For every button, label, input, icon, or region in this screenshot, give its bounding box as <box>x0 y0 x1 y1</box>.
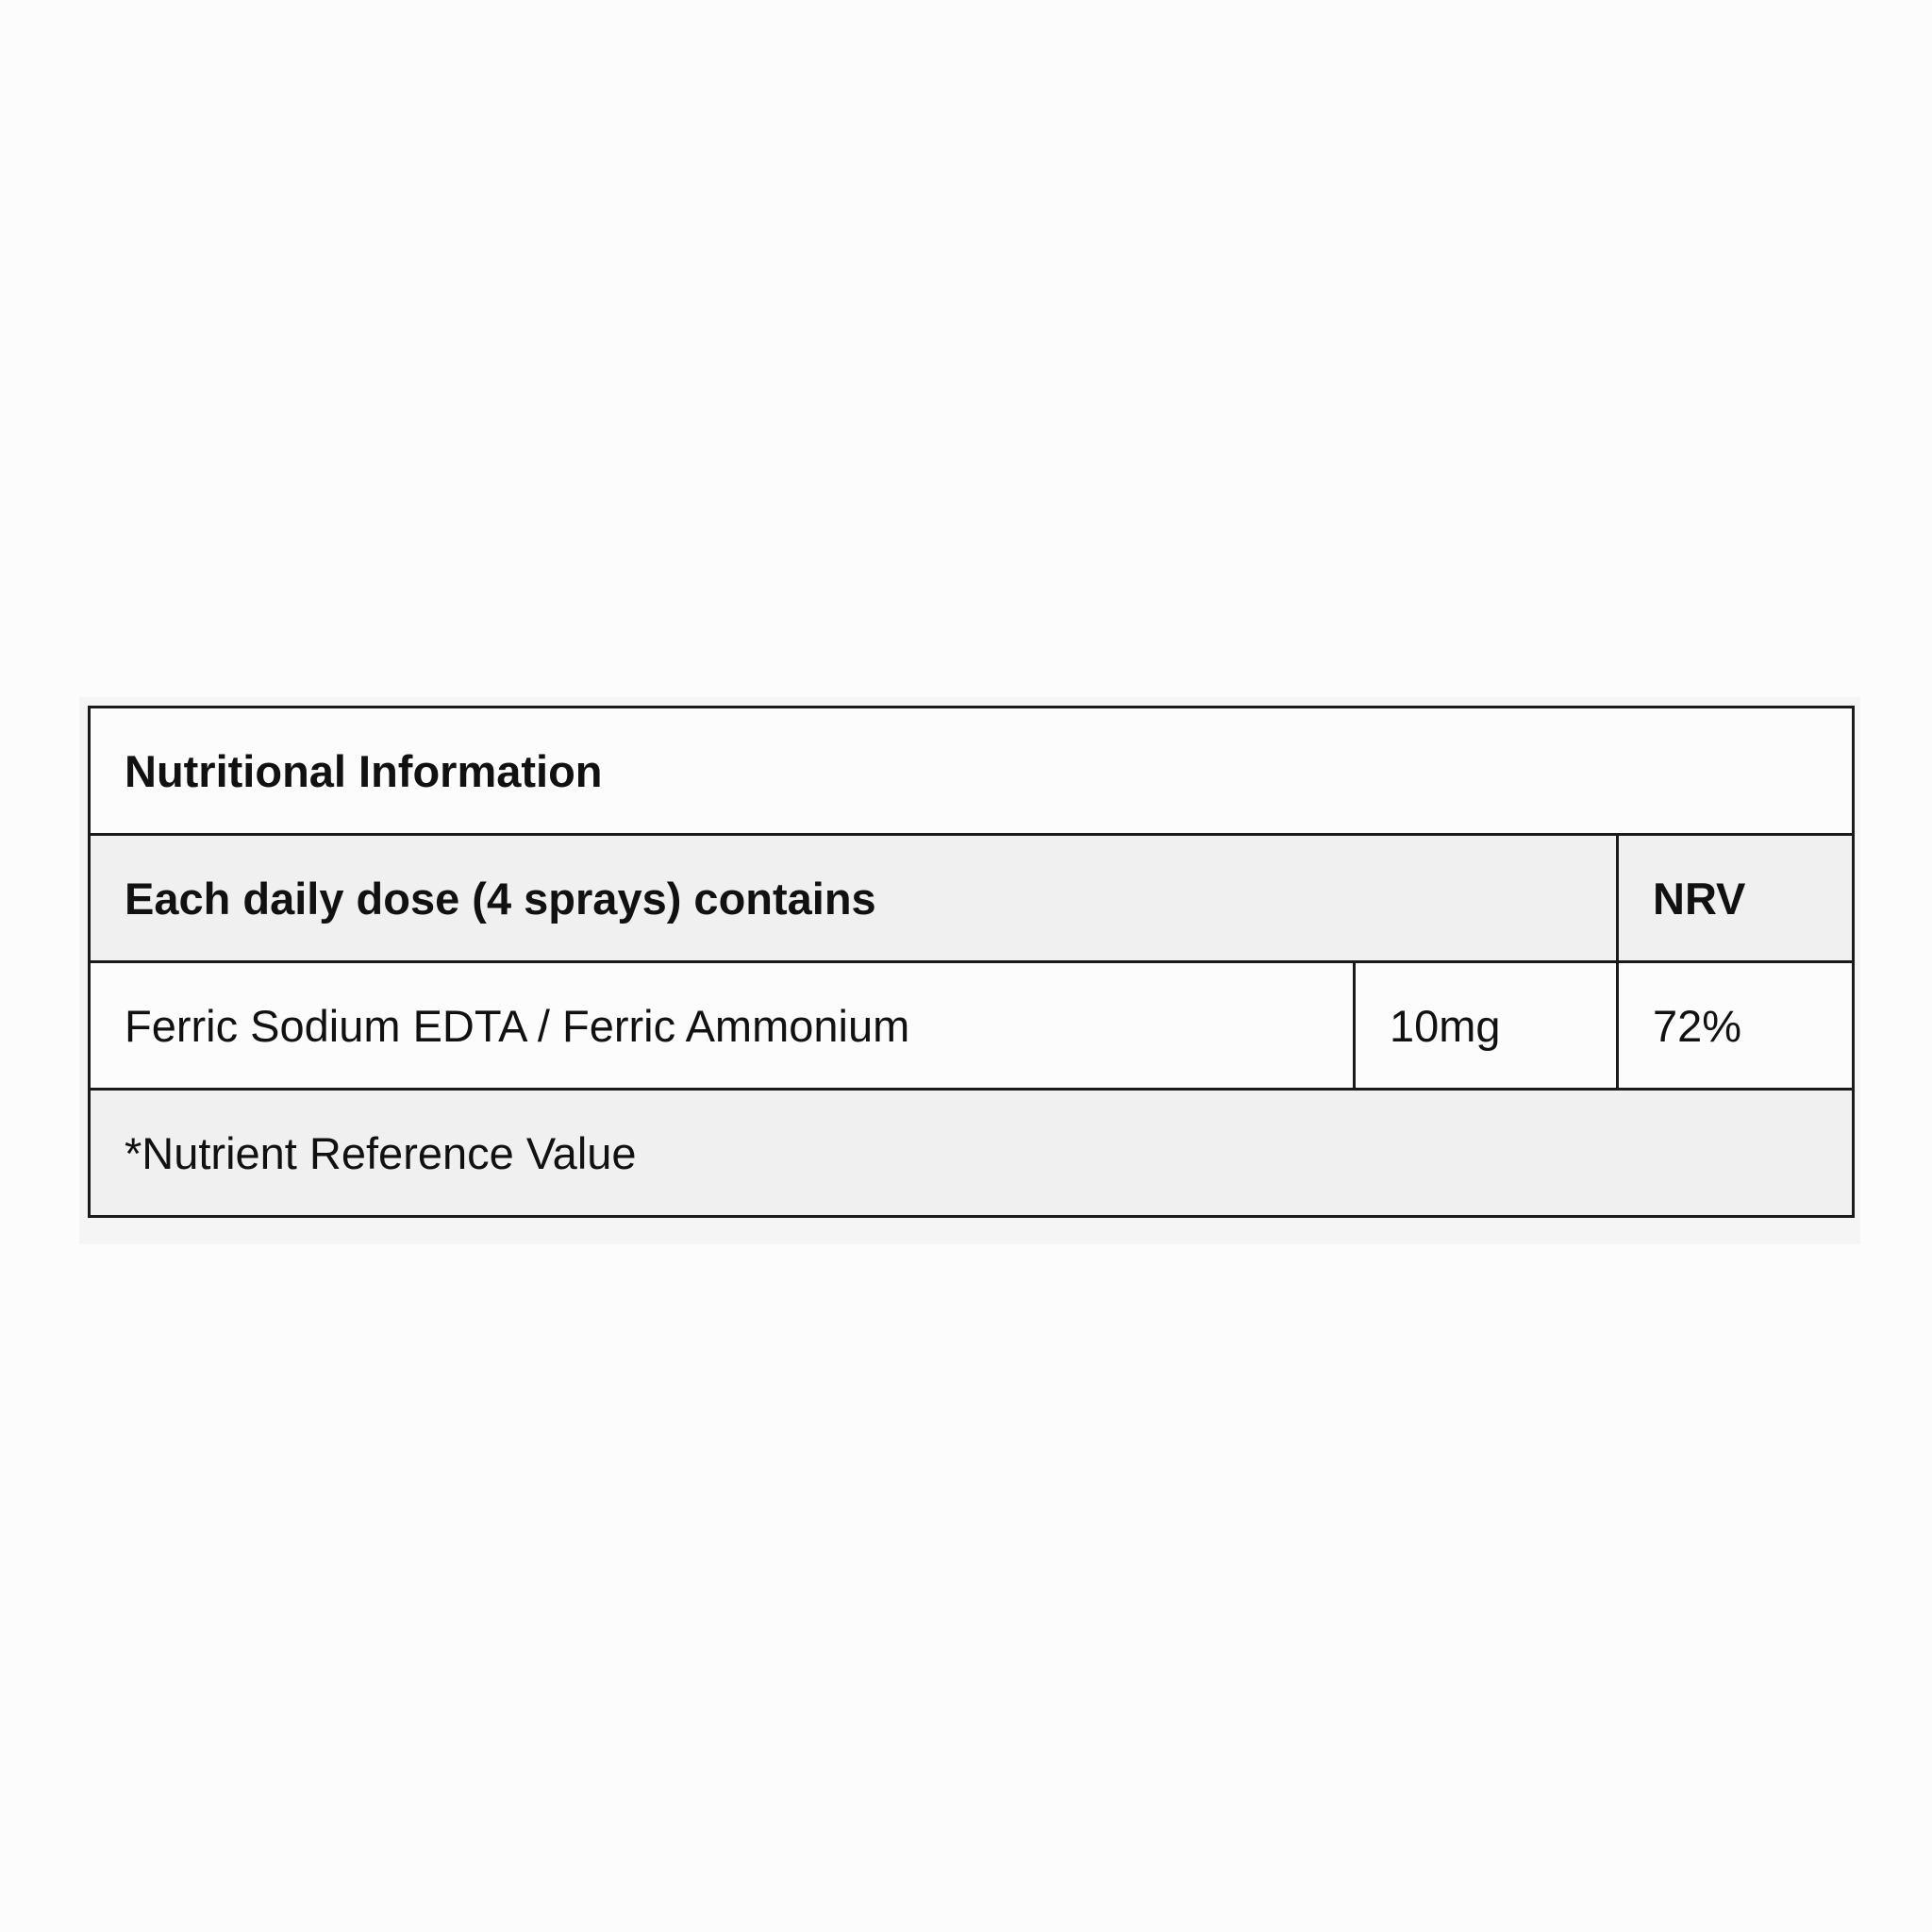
amount-cell: 10mg <box>1355 962 1618 1090</box>
title-row <box>90 708 1854 835</box>
footnote: *Nutrient Reference Value <box>90 1090 1854 1217</box>
nrv-header: NRV <box>1618 835 1854 962</box>
nrv-cell: 72% <box>1618 962 1854 1090</box>
table-title: Nutritional Information <box>90 708 1854 835</box>
table-row <box>90 962 1854 1090</box>
dose-description-header: Each daily dose (4 sprays) contains <box>90 835 1618 962</box>
footnote-row <box>90 1090 1854 1217</box>
nutritional-information-table <box>88 706 1855 1218</box>
header-row <box>90 835 1854 962</box>
ingredient-cell: Ferric Sodium EDTA / Ferric Ammonium <box>90 962 1355 1090</box>
